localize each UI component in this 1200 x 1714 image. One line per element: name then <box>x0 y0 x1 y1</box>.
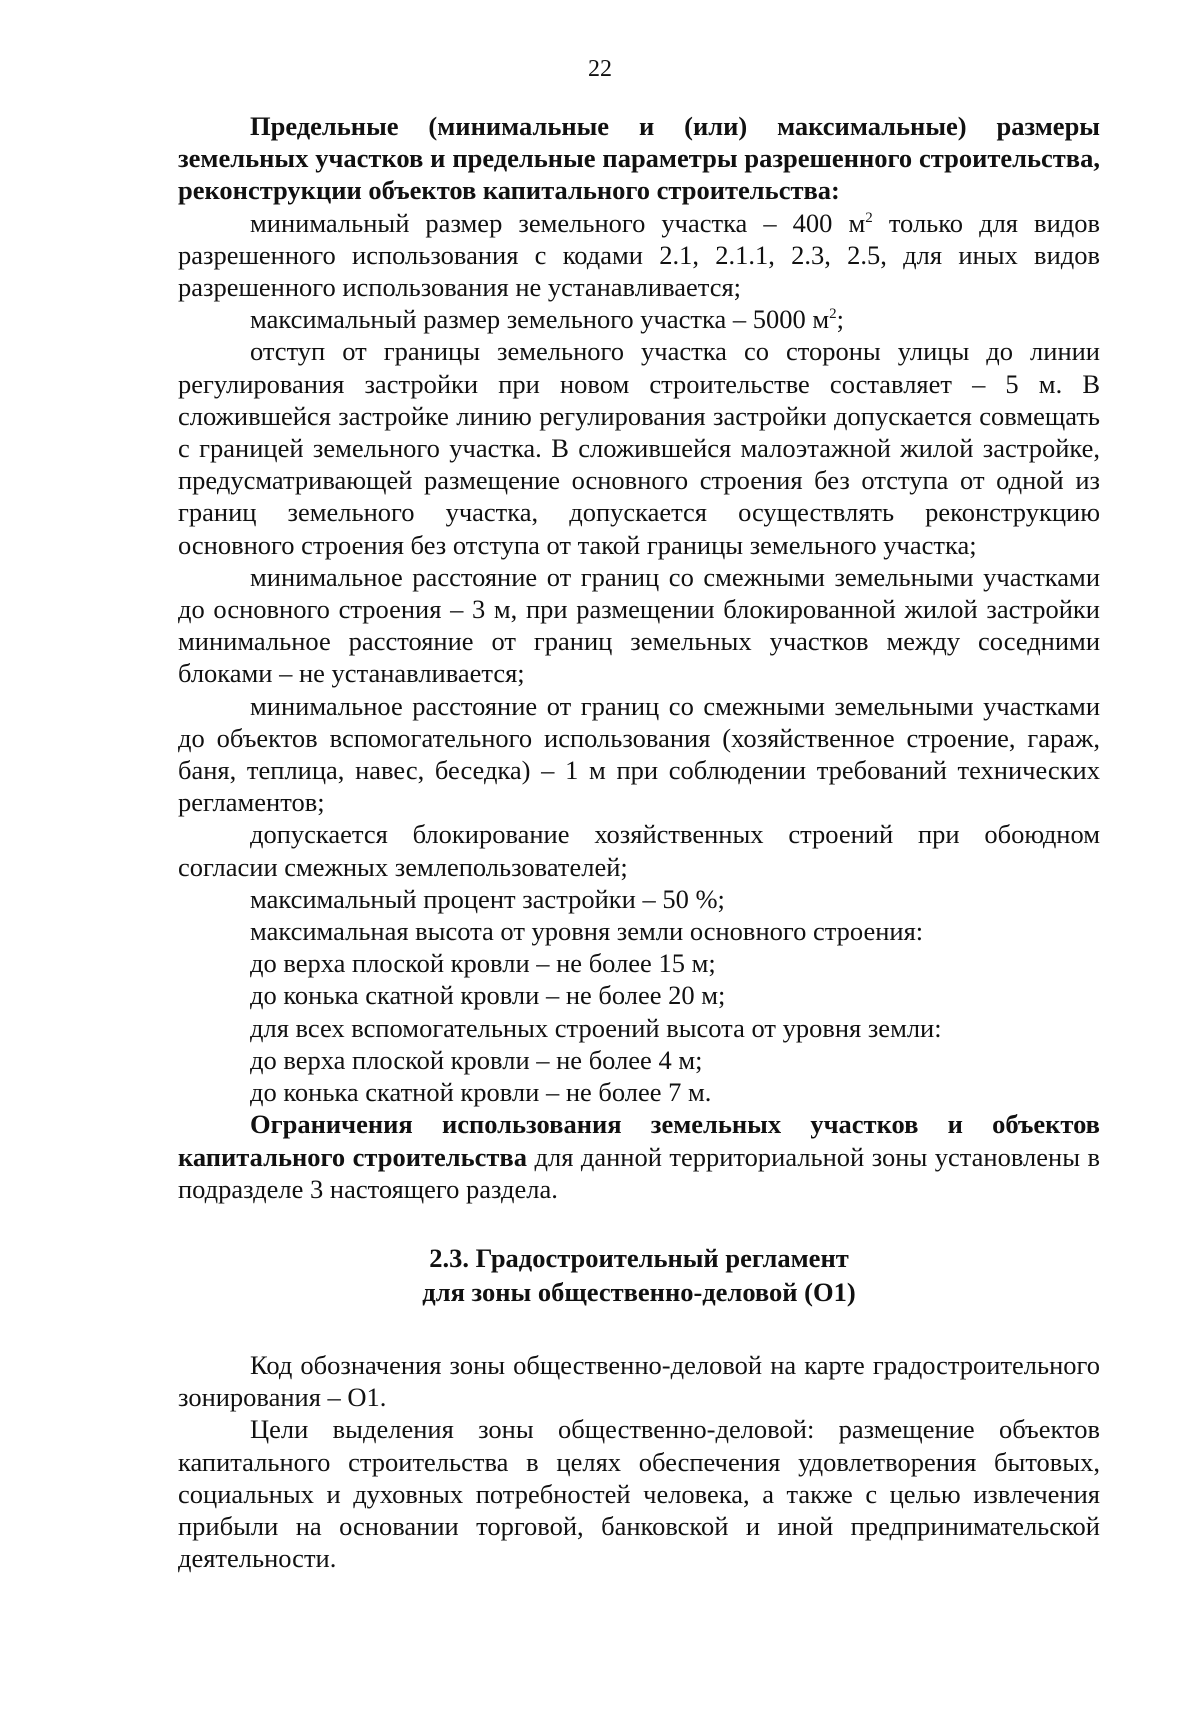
section-title <box>178 1241 1100 1309</box>
paragraph-flat-roof-main: до верха плоской кровли – не более 15 м; <box>250 948 716 979</box>
section-title-line-2: для зоны общественно-деловой (О1) <box>422 1276 856 1307</box>
paragraph-blocking: допускается блокирование хозяйственных строений при обоюдном согласии смежных землепользователей; <box>178 819 1100 882</box>
paragraph-pitched-roof-main: до конька скатной кровли – не более 20 м; <box>250 980 726 1011</box>
paragraph-min-plot-size <box>178 207 1100 304</box>
min-plot-text: минимальный размер земельного участка – 400 м <box>250 207 866 238</box>
section-title-line-1: 2.3. Градостроительный регламент <box>429 1242 849 1273</box>
paragraph-max-coverage: максимальный процент застройки – 50 %; <box>250 883 725 914</box>
paragraph-min-distance-main: минимальное расстояние от границ со смежными земельными участками до основного строения – 3 м, при размещении блокированной жилой застройки минимальное расстояние от границ земельных участков между соседними блоками – не устанавливается; <box>178 561 1100 689</box>
paragraph-flat-roof-aux: до верха плоской кровли – не более 4 м; <box>250 1044 703 1075</box>
restrictions-text: для данной территориальной зоны установлены в подразделе 3 настоящего раздела. <box>178 1141 1100 1204</box>
page-content <box>178 110 1100 1574</box>
page-number: 22 <box>588 56 612 82</box>
paragraph-min-distance-aux: минимальное расстояние от границ со смежными земельными участками до объектов вспомогательного использования (хозяйственное строение, гараж, баня, теплица, навес, беседка) – 1 м при соблюдении требований технических регламентов; <box>178 690 1100 818</box>
restrictions-bold: Ограничения использования земельных участков и объектов капитального строительства <box>178 1109 1100 1172</box>
superscript-2: 2 <box>865 209 873 226</box>
paragraph-max-height: максимальная высота от уровня земли основного строения: <box>250 916 924 947</box>
paragraph-pitched-roof-aux: до конька скатной кровли – не более 7 м. <box>250 1077 712 1108</box>
paragraph-max-plot-size <box>178 303 1100 335</box>
min-plot-text-cont: только для видов разрешенного использования с кодами 2.1, 2.1.1, 2.3, 2.5, для иных видов разрешенного использования не устанавливается; <box>178 207 1100 303</box>
paragraph-zone-code: Код обозначения зоны общественно-деловой на карте градостроительного зонирования – О1. <box>178 1349 1100 1413</box>
max-plot-text: максимальный размер земельного участка – 5000 м <box>250 304 830 335</box>
superscript-2: 2 <box>829 306 837 323</box>
paragraph-restrictions <box>178 1108 1100 1205</box>
paragraph-zone-goals: Цели выделения зоны общественно-деловой: размещение объектов капитального строительства в целях обеспечения удовлетворения бытовых, социальных и духовных потребностей человека, а также с целью извлечения прибыли на основании торговой, банковской и иной предпринимательской деятельности. <box>178 1414 1100 1574</box>
section-heading-limits: Предельные (минимальные и (или) максимальные) размеры земельных участков и предельные параметры разрешенного строительства, реконструкции объектов капитального строительства: <box>178 111 1100 206</box>
max-plot-text-cont: ; <box>836 304 844 335</box>
paragraph-aux-height: для всех вспомогательных строений высота от уровня земли: <box>250 1012 942 1043</box>
paragraph-setback: отступ от границы земельного участка со стороны улицы до линии регулирования застройки при новом строительстве составляет – 5 м. В сложившейся застройке линию регулирования застройки допускается совмещать с границей земельного участка. В сложившейся малоэтажной жилой застройке, предусматривающей размещение основного строения без отступа от одной из границ земельного участка, допускается осуществлять реконструкцию основного строения без отступа от такой границы земельного участка; <box>178 336 1100 560</box>
